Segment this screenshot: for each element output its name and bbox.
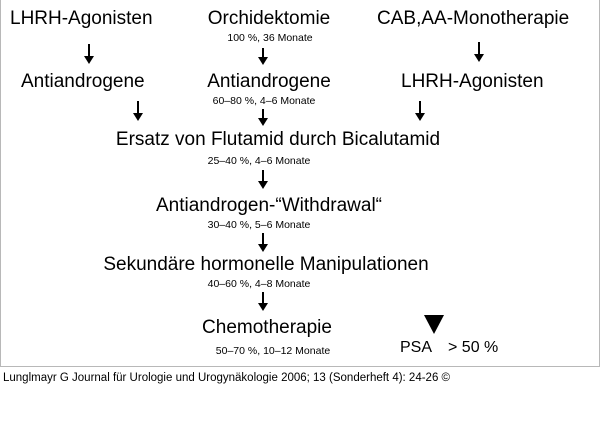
psa-value: > 50 % xyxy=(448,339,499,356)
label-lhrh-agonisten-2: LHRH-Agonisten xyxy=(401,71,544,92)
label-antiandrogene-left: Antiandrogene xyxy=(21,71,145,92)
step-bicalutamid: Ersatz von Flutamid durch Bicalutamid xyxy=(115,129,441,150)
step-chemotherapie: Chemotherapie xyxy=(202,317,332,338)
sub-manipulationen: 40–60 %, 4–8 Monate xyxy=(207,278,311,290)
citation: Lunglmayr G Journal für Urologie und Urogynäkologie 2006; 13 (Sonderheft 4): 24-26 © xyxy=(3,372,451,384)
sub-bicalutamid: 25–40 %, 4–6 Monate xyxy=(207,155,311,167)
step-withdrawal: Antiandrogen-“Withdrawal“ xyxy=(156,195,382,216)
label-antiandrogene-center: Antiandrogene xyxy=(207,71,331,92)
sub-chemotherapie: 50–70 %, 10–12 Monate xyxy=(215,345,331,357)
label-cab-aa-monotherapie: CAB,AA-Monotherapie xyxy=(377,8,570,29)
step-manipulationen: Sekundäre hormonelle Manipulationen xyxy=(103,254,429,275)
label-orchidektomie: Orchidektomie xyxy=(207,8,331,29)
sub-antiandrogene: 60–80 %, 4–6 Monate xyxy=(212,95,316,107)
psa-arrow-down-icon xyxy=(424,315,444,334)
sub-orchidektomie: 100 %, 36 Monate xyxy=(227,32,313,44)
label-lhrh-agonisten-1: LHRH-Agonisten xyxy=(10,8,153,29)
psa-label: PSA xyxy=(400,339,433,356)
sub-withdrawal: 30–40 %, 5–6 Monate xyxy=(207,219,311,231)
